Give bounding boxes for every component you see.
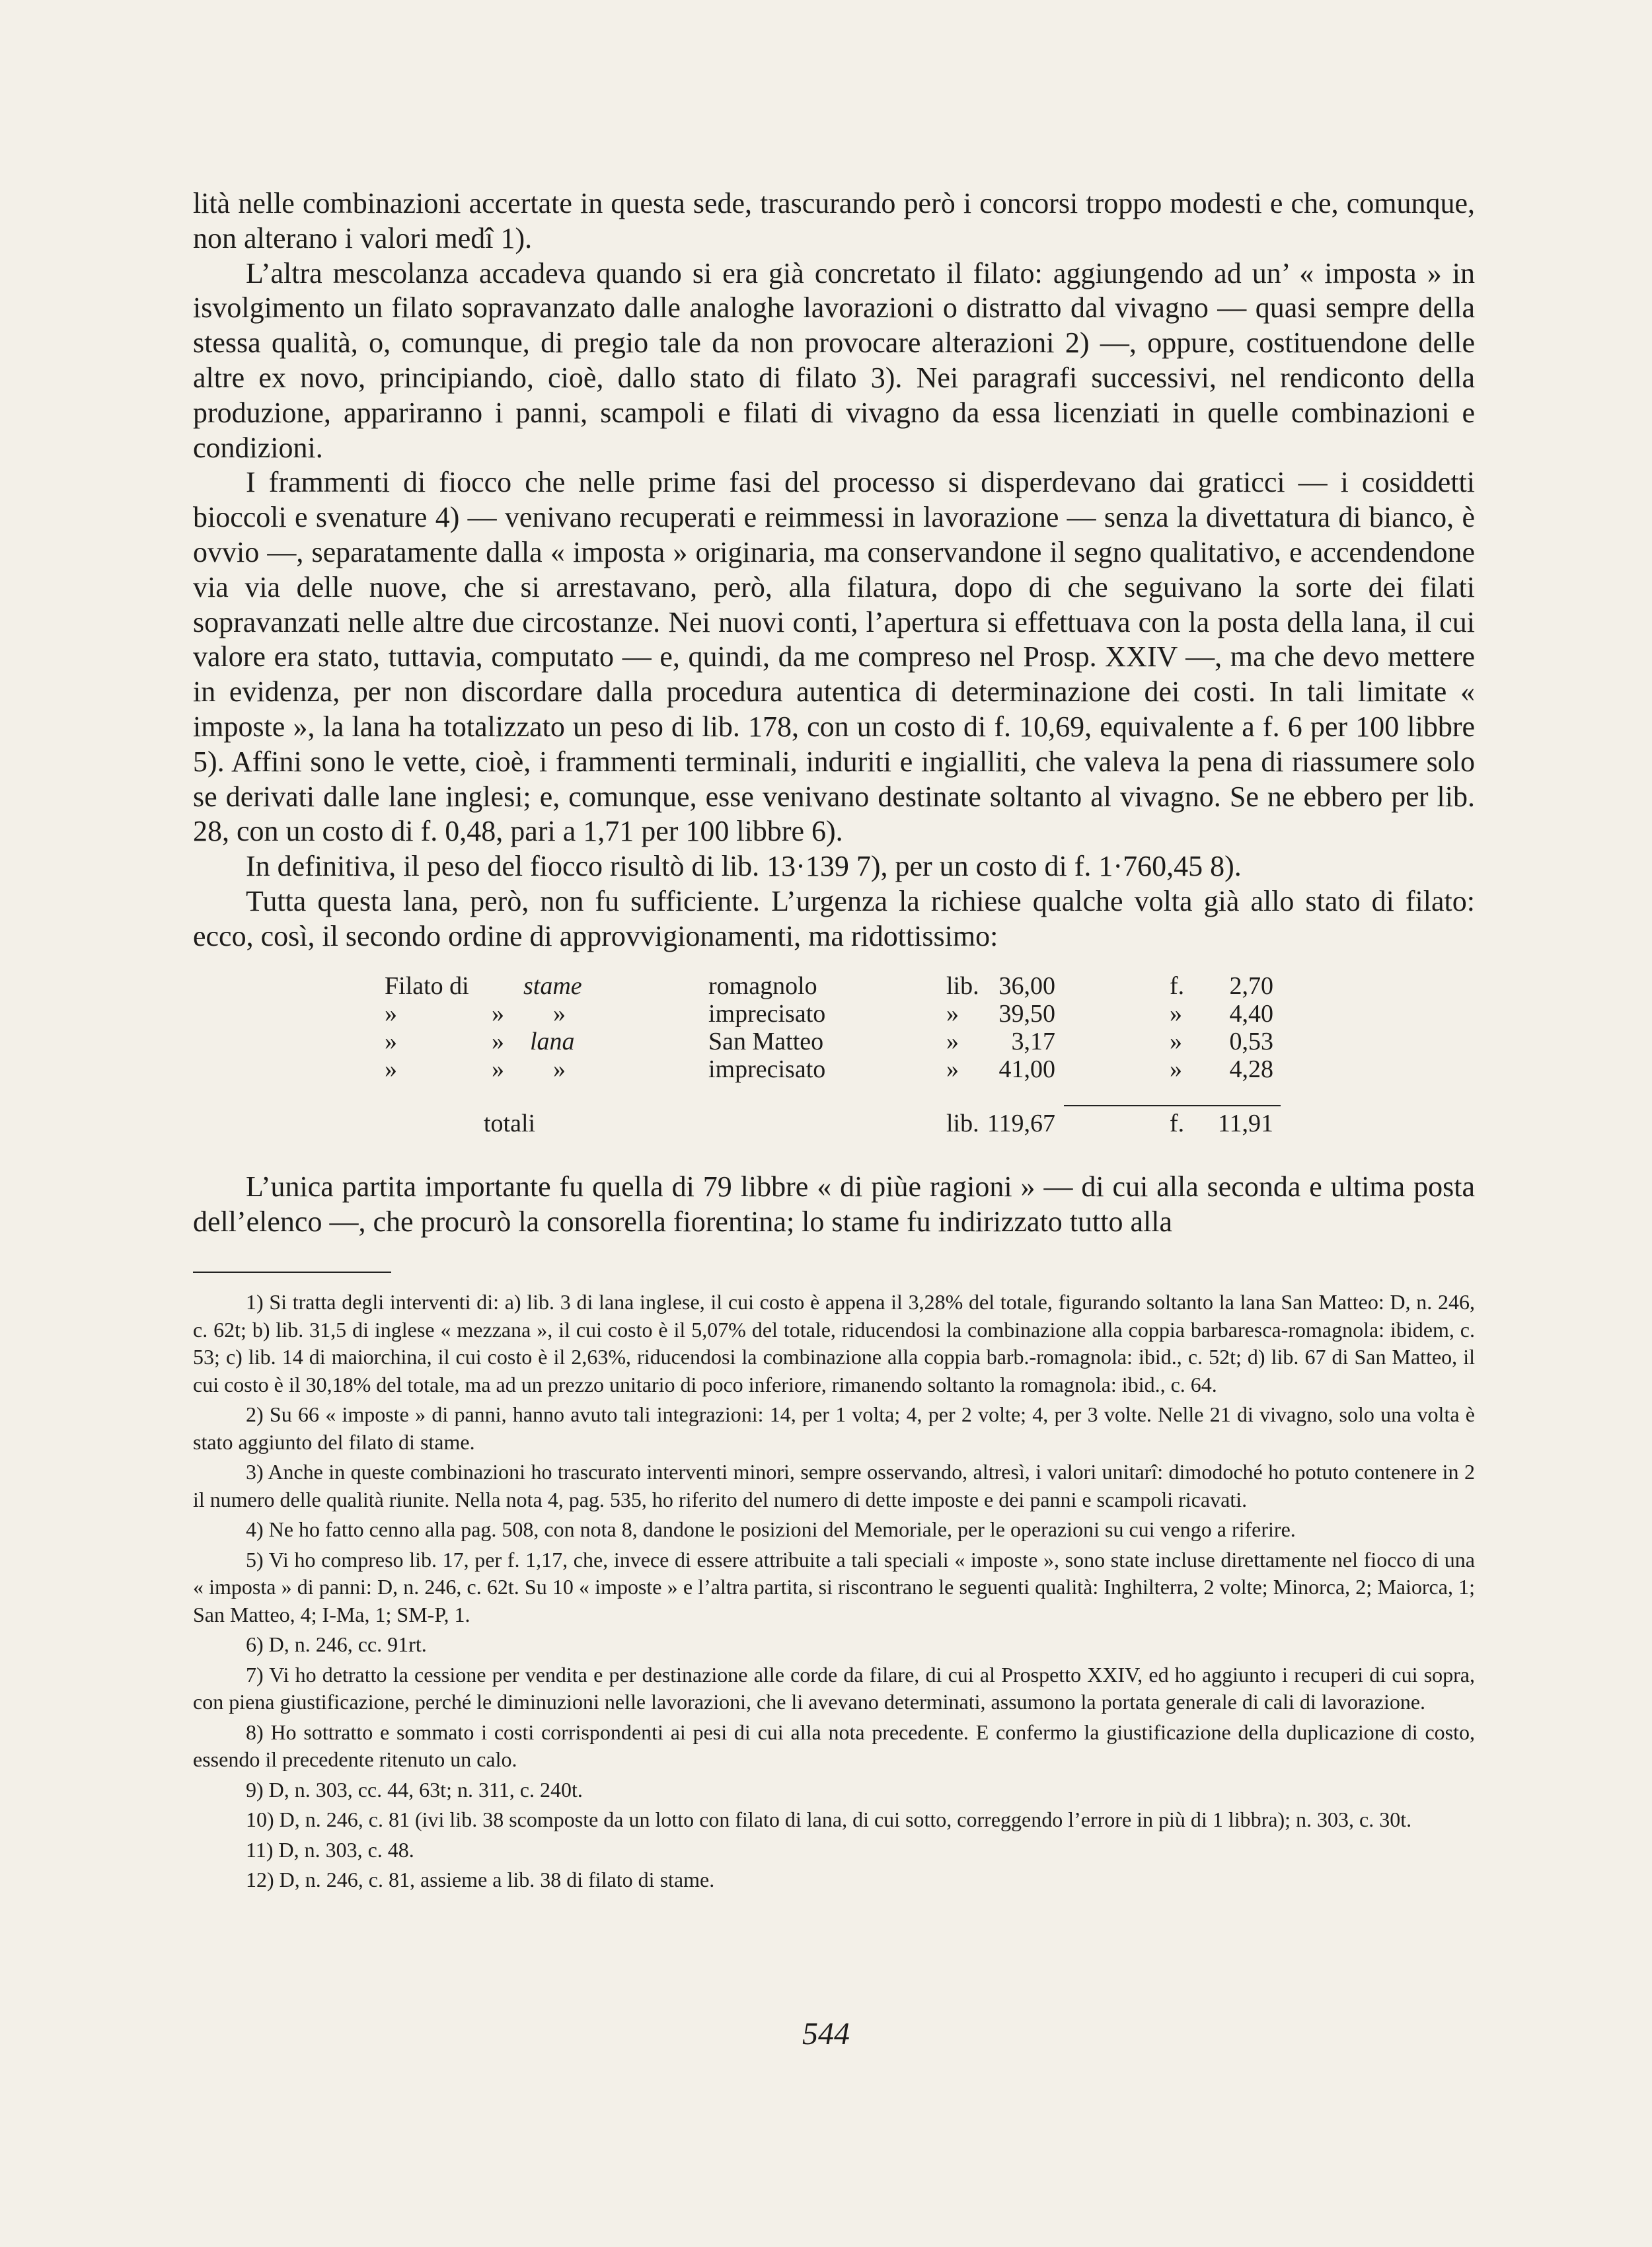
footnote: 12) D, n. 246, c. 81, assieme a lib. 38 di filato di stame. — [246, 1868, 715, 1891]
total-weight: 119,67 — [987, 1110, 1055, 1137]
table-row — [193, 1055, 1316, 1083]
table-row — [193, 1027, 1316, 1055]
footnote-divider — [193, 1272, 391, 1273]
cell-ditto: » — [492, 1055, 504, 1083]
cell-ditto: » — [492, 1000, 504, 1028]
total-currency: f. — [1170, 1110, 1185, 1137]
footnote: 8) Ho sottratto e sommato i costi corrispondenti ai pesi di cui alla nota precedente. E confermo la giustificazione della duplicazione di costo, essendo il precedente ritenuto un calo. — [193, 1720, 1475, 1771]
cell-cost: 0,53 — [1229, 1028, 1273, 1055]
footnote: 9) D, n. 303, cc. 44, 63t; n. 311, c. 240t. — [246, 1777, 583, 1802]
cell-type: » — [385, 1028, 397, 1055]
paragraph-4: In definitiva, il peso del fiocco risultò di lib. 13·139 7), per un costo di f. 1·760,45 8). — [246, 850, 1242, 883]
cell-type: Filato di — [385, 972, 469, 1000]
footnote: 11) D, n. 303, c. 48. — [246, 1837, 414, 1862]
cell-material: lana — [530, 1028, 575, 1055]
table-total-row — [193, 1109, 1316, 1137]
total-unit: lib. — [946, 1110, 979, 1137]
cell-origin: San Matteo — [708, 1028, 824, 1055]
footnote: 4) Ne ho fatto cenno alla pag. 508, con nota 8, dandone le posizioni del Memoriale, per le operazioni su cui vengo a riferire. — [246, 1517, 1296, 1541]
paragraph-after-table: L’unica partita importante fu quella di 79 libbre « di piùe ragioni » — di cui alla seconda e ultima posta dell’elenco —, che procurò la consorella fiorentina; lo stame fu indirizzato tutto alla — [193, 1170, 1475, 1238]
paragraph-3: I frammenti di fiocco che nelle prime fasi del processo si disperdevano dai graticci — i cosiddetti bioccoli e svenature 4) — venivano recuperati e reimmessi in lavorazione — senza la divettatura di bianco, è ovvio —, separatamente dalla « imposta » originaria, ma conservandone il segno qualitativo, e accendendone via via delle nuove, che si arrestavano, però, alla filatura, dopo di che seguivano la sorte dei filati sopravanzati nelle altre due circostanze. Nei nuovi conti, l’apertura si effettuava con la posta della lana, il cui valore era stato, tuttavia, computato — e, quindi, da me compreso nel Prosp. XXIV —, ma che devo mettere in evidenza, per non discordare dalla procedura autentica di determinazione dei costi. In tali limitate « imposte », la lana ha totalizzato un peso di lib. 178, con un costo di f. 10,69, equivalente a f. 6 per 100 libbre 5). Affini sono le vette, cioè, i frammenti terminali, induriti e ingialliti, che valeva la pena di riassumere solo se derivati dalle lane inglesi; e, comunque, esse venivano destinate soltanto al vivagno. Se ne ebbero per lib. 28, con un costo di f. 0,48, pari a 1,71 per 100 libbre 6). — [193, 466, 1475, 848]
cell-weight: 36,00 — [998, 972, 1055, 1000]
cell-currency: f. — [1170, 972, 1185, 1000]
cell-unit: » — [946, 1000, 959, 1028]
paragraph-1: lità nelle combinazioni accertate in questa sede, trascurando però i concorsi troppo modesti e che, comunque, non alterano i valori medî 1). — [193, 187, 1475, 254]
supply-table — [193, 971, 1316, 1137]
footnote: 7) Vi ho detratto la cessione per vendita e per destinazione alle corde da filare, di cui al Prospetto XXIV, ed ho aggiunto i recuperi di cui sopra, con piena giustificazione, perché le diminuzioni nelle lavorazioni, che li avevano determinati, assumono la portata generale di cali di lavorazione. — [193, 1662, 1475, 1714]
cell-cost: 4,28 — [1229, 1055, 1273, 1083]
cell-currency: » — [1170, 1000, 1182, 1028]
footnotes — [193, 1289, 1475, 1897]
cell-currency: » — [1170, 1028, 1182, 1055]
cell-origin: romagnolo — [708, 972, 817, 1000]
footnote: 1) Si tratta degli interventi di: a) lib. 3 di lana inglese, il cui costo è appena il 3,28% del totale, figurando soltanto la lana San Matteo: D, n. 246, c. 62t; b) lib. 31,5 di inglese « mezzana », il cui costo è il 5,07% del totale, riducendosi la combinazione alla coppia barbaresca-romagnola: ibidem, c. 53; c) lib. 14 di maiorchina, il cui costo è il 2,63%, riducendosi la combinazione alla coppia barb.-romagnola: ibid., c. 52t; d) lib. 67 di San Matteo, il cui costo è il 30,18% del totale, ma ad un prezzo unitario di poco inferiore, rimanendo soltanto la romagnola: ibid., c. 64. — [193, 1290, 1475, 1396]
total-rule — [1163, 1105, 1281, 1106]
cell-origin: imprecisato — [708, 1055, 826, 1083]
cell-weight: 39,50 — [998, 1000, 1055, 1028]
footnote: 2) Su 66 « imposte » di panni, hanno avuto tali integrazioni: 14, per 1 volta; 4, per 2 volte; 4, per 3 volte. Nelle 21 di vivagno, solo una volta è stato aggiunto del filato di stame. — [193, 1402, 1475, 1454]
cell-origin: imprecisato — [708, 1000, 826, 1028]
body-text — [193, 186, 1475, 954]
page-number: 544 — [802, 2016, 850, 2051]
footnote: 6) D, n. 246, cc. 91rt. — [246, 1632, 427, 1656]
cell-weight: 3,17 — [1011, 1028, 1055, 1055]
paragraph-5: Tutta questa lana, però, non fu sufficiente. L’urgenza la richiese qualche volta già allo stato di filato: ecco, così, il secondo ordine di approvvigionamenti, ma ridottissimo: — [193, 884, 1475, 952]
cell-type: » — [385, 1055, 397, 1083]
cell-cost: 4,40 — [1229, 1000, 1273, 1028]
cell-ditto: » — [553, 1000, 566, 1028]
paragraph-2: L’altra mescolanza accadeva quando si era già concretato il filato: aggiungendo ad un’ « imposta » in isvolgimento un filato sopravanzato dalle analoghe lavorazioni o distratto dal vivagno — quasi sempre della stessa qualità, o, comunque, di pregio tale da non provocare alterazioni 2) —, oppure, costituendone delle altre ex novo, principiando, cioè, dallo stato di filato 3). Nei paragrafi successivi, nel rendiconto della produzione, appariranno i panni, scampoli e filati di vivagno da essa licenziati in quelle combinazioni e condizioni. — [193, 256, 1475, 464]
total-cost: 11,91 — [1217, 1110, 1273, 1137]
total-label: totali — [484, 1110, 536, 1137]
footnote: 10) D, n. 246, c. 81 (ivi lib. 38 scomposte da un lotto con filato di lana, di cui sotto, correggendo l’errore in più di 1 libbra); n. 303, c. 30t. — [246, 1808, 1412, 1831]
footnote: 3) Anche in queste combinazioni ho trascurato interventi minori, sempre osservando, altresì, i valori unitarî: dimodoché ho potuto contenere in 2 il numero delle qualità riunite. Nella nota 4, pag. 535, ho riferito del numero di dette imposte e dei panni e scampoli ricavati. — [193, 1460, 1475, 1511]
cell-currency: » — [1170, 1055, 1182, 1083]
cell-ditto: » — [492, 1028, 504, 1055]
cell-unit: » — [946, 1055, 959, 1083]
table-row — [193, 999, 1316, 1027]
cell-type: » — [385, 1000, 397, 1028]
cell-unit: » — [946, 1028, 959, 1055]
cell-weight: 41,00 — [998, 1055, 1055, 1083]
cell-material: stame — [523, 972, 582, 1000]
cell-cost: 2,70 — [1229, 972, 1273, 1000]
cell-ditto: » — [553, 1055, 566, 1083]
footnote: 5) Vi ho compreso lib. 17, per f. 1,17, che, invece di essere attribuite a tali speciali « imposte », sono state incluse direttamente nel fiocco di una « imposta » di panni: D, n. 246, c. 62t. Su 10 « imposte » e l’altra partita, si riscontrano le seguenti qualità: Inghilterra, 2 volte; Minorca, 2; Maiorca, 1; San Matteo, 4; I-Ma, 1; SM-P, 1. — [193, 1547, 1475, 1626]
cell-unit: lib. — [946, 972, 979, 1000]
table-row — [193, 971, 1316, 999]
body-text-continued — [193, 1170, 1475, 1240]
